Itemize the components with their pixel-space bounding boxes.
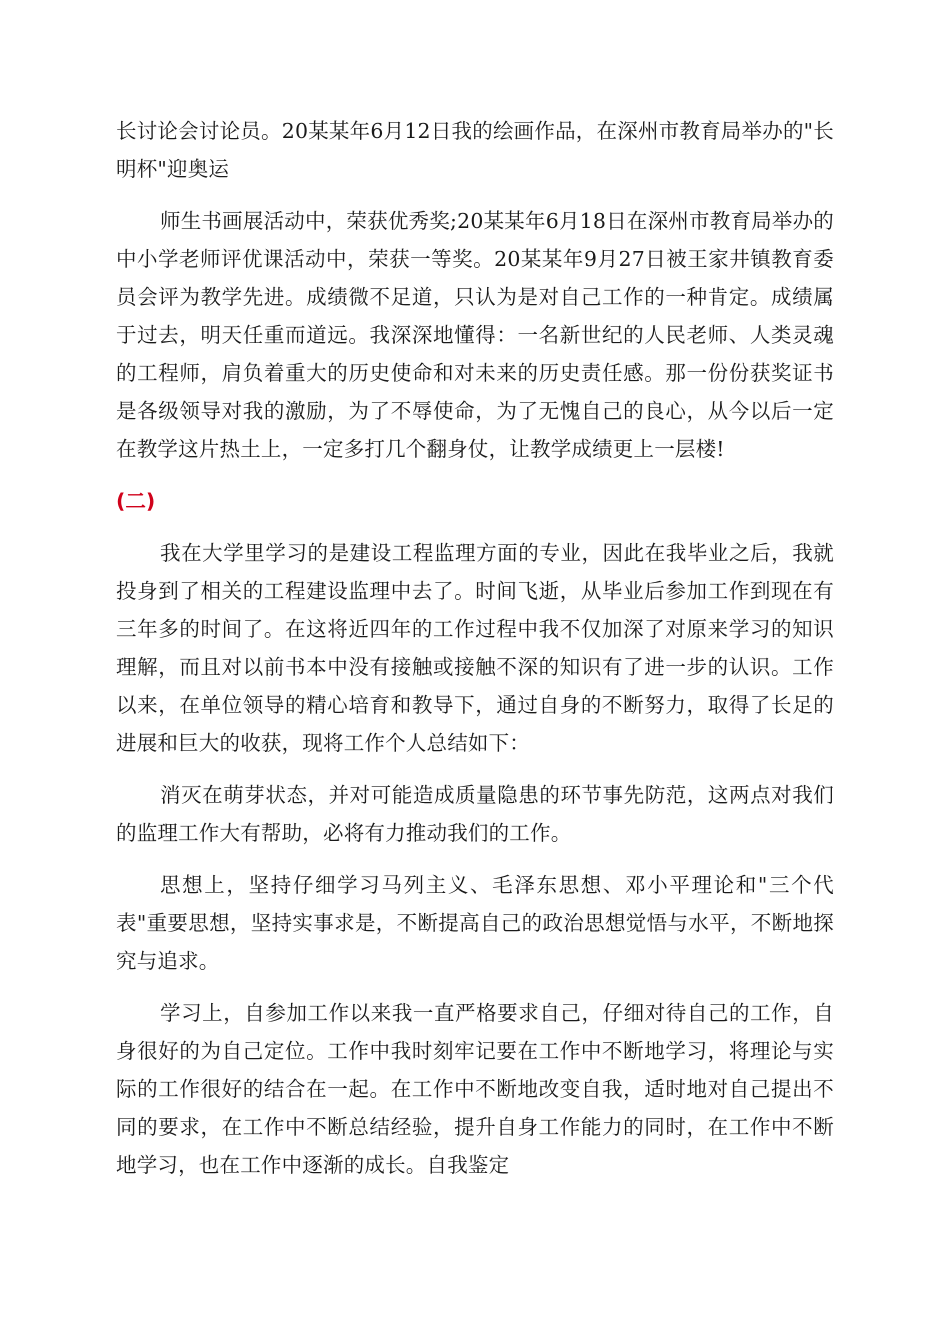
paragraph-prevention: 消灭在萌芽状态，并对可能造成质量隐患的环节事先防范，这两点对我们的监理工作大有帮助，必将有力推动我们的工作。: [116, 783, 834, 845]
section-heading: (二): [116, 489, 156, 513]
paragraph-ideology: 思想上，坚持仔细学习马列主义、毛泽东思想、邓小平理论和"三个代表"重要思想，坚持实事求是，不断提高自己的政治思想觉悟与水平，不断地探究与追求。: [116, 873, 834, 973]
document-body: [116, 112, 834, 1184]
paragraph-continuation: 长讨论会讨论员。20某某年6月12日我的绘画作品，在深州市教育局举办的"长明杯"迎奥运: [116, 119, 834, 181]
paragraph-intro: 我在大学里学习的是建设工程监理方面的专业，因此在我毕业之后，我就投身到了相关的工程建设监理中去了。时间飞逝，从毕业后参加工作到现在有三年多的时间了。在这将近四年的工作过程中我不仅加深了对原来学习的知识理解，而且对以前书本中没有接触或接触不深的知识有了进一步的认识。工作以来，在单位领导的精心培育和教导下，通过自身的不断努力，取得了长足的进展和巨大的收获，现将工作个人总结如下：: [116, 541, 834, 755]
paragraph-awards: 师生书画展活动中，荣获优秀奖;20某某年6月18日在深州市教育局举办的中小学老师评优课活动中，荣获一等奖。20某某年9月27日被王家井镇教育委员会评为教学先进。成绩微不足道，只认为是对自己工作的一种肯定。成绩属于过去，明天任重而道远。我深深地懂得：一名新世纪的人民老师、人类灵魂的工程师，肩负着重大的历史使命和对未来的历史责任感。那一份份获奖证书是各级领导对我的激励，为了不辱使命，为了无愧自己的良心，从今以后一定在教学这片热土上，一定多打几个翻身仗，让教学成绩更上一层楼!: [116, 209, 834, 461]
paragraph-study: 学习上，自参加工作以来我一直严格要求自己，仔细对待自己的工作，自身很好的为自己定位。工作中我时刻牢记要在工作中不断地学习，将理论与实际的工作很好的结合在一起。在工作中不断地改变自我，适时地对自己提出不同的要求，在工作中不断总结经验，提升自身工作能力的同时，在工作中不断地学习，也在工作中逐渐的成长。自我鉴定: [116, 1001, 834, 1177]
